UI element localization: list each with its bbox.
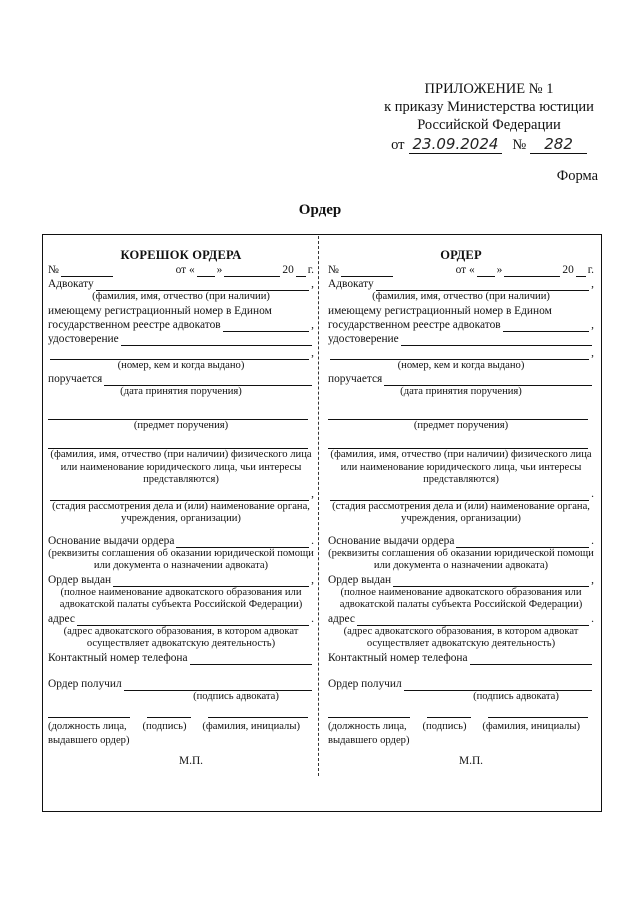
stub-reg-row: государственном реестре адвокатов , (48, 318, 314, 331)
order-received-label: Ордер получил (328, 677, 402, 690)
stub-reg-line1: имеющему регистрационный номер в Едином (48, 304, 272, 317)
stub-stage-row: , (48, 487, 314, 501)
order-year-field[interactable] (576, 265, 586, 277)
appendix-date-number (372, 136, 606, 154)
stub-basis-label: Основание выдачи ордера (48, 534, 175, 547)
stub-cert-label: удостоверение (48, 332, 119, 345)
order-cert-label: удостоверение (328, 332, 399, 345)
stub-basis-row: Основание выдачи ордера . (48, 534, 314, 547)
stub-caption-lawyer-sig: (подпись адвоката) (193, 690, 279, 702)
order-stage-row: . (328, 487, 594, 501)
stub-initials-field[interactable] (208, 705, 308, 718)
order-issued-row: Ордер выдан , (328, 573, 594, 586)
order-stamp-label: М.П. (458, 755, 484, 767)
order-issued-field[interactable] (393, 575, 589, 587)
order-stage-field[interactable] (330, 489, 589, 501)
stub-caption-issued-by: выдавшего ордер) (48, 735, 130, 746)
stub-cert-field[interactable] (121, 334, 312, 346)
stub-lawyer-row: Адвокату , (48, 278, 314, 290)
handwritten-date: 23.09.2024 (409, 136, 503, 154)
stub-cert-row (48, 332, 314, 346)
order-address-row: адрес . (328, 612, 594, 625)
stub-issued-field[interactable] (113, 575, 309, 587)
stub-caption-stage: (стадия рассмотрения дела и (или) наименование органа, учреждения, организации) (52, 500, 310, 524)
order-caption-initials: (фамилия, инициалы) (482, 721, 580, 732)
order-assigned-row (328, 372, 594, 386)
order-address-label: адрес (328, 612, 355, 625)
order-phone-label: Контактный номер телефона (328, 651, 468, 664)
order-caption-fio: (фамилия, имя, отчество (при наличии) (372, 291, 550, 302)
form-label: Форма (556, 168, 598, 184)
order-year-suffix: г. (587, 264, 594, 276)
order-caption-lawyer-sig: (подпись адвоката) (473, 690, 559, 702)
order-basis-field[interactable] (456, 536, 589, 548)
order-position-field[interactable] (328, 705, 410, 718)
order-caption-stage: (стадия рассмотрения дела и (или) наименование органа, учреждения, организации) (332, 500, 590, 524)
stub-cert-field-2[interactable] (50, 348, 309, 360)
stub-subject-field[interactable] (48, 407, 308, 420)
date-prefix: от (391, 137, 405, 153)
order-assigned-field[interactable] (384, 374, 592, 386)
stub-phone-label: Контактный номер телефона (48, 651, 188, 664)
stub-number-label: № (48, 264, 59, 276)
order-received-field[interactable] (404, 679, 592, 691)
order-subject-field[interactable] (328, 407, 588, 420)
stub-stage-field[interactable] (50, 489, 309, 501)
stub-signature-captions (48, 720, 314, 734)
order-caption-position: (должность лица, (328, 721, 407, 732)
stub-address-label: адрес (48, 612, 75, 625)
stub-number-date-row (48, 263, 314, 277)
order-caption-basis: (реквизиты соглашения об оказании юридической помощи или документа о назначении адвоката) (328, 547, 594, 571)
stub-address-field[interactable] (77, 614, 309, 626)
stub-year-field[interactable] (296, 265, 306, 277)
stub-caption-issuer: (полное наименование адвокатского образования или адвокатской палаты субъекта Российской Федерации) (59, 586, 303, 610)
stub-year-prefix: 20 (282, 264, 294, 276)
order-reg-line1: имеющему регистрационный номер в Едином (328, 304, 552, 317)
order-caption-issued-by: выдавшего ордер) (328, 735, 410, 746)
order-lawyer-field[interactable] (376, 279, 589, 291)
order-month-field[interactable] (504, 265, 560, 277)
stub-caption-basis: (реквизиты соглашения об оказании юридической помощи или документа о назначении адвоката) (48, 547, 314, 571)
order-stub-column (48, 248, 314, 768)
tear-line-divider (318, 236, 319, 776)
stub-received-label: Ордер получил (48, 677, 122, 690)
order-reg-line2: государственном реестре адвокатов (328, 318, 501, 331)
order-lawyer-row: Адвокату , (328, 278, 594, 290)
order-lawyer-label: Адвокату (328, 278, 374, 290)
stub-issued-label: Ордер выдан (48, 573, 112, 586)
document-title: Ордер (298, 202, 342, 218)
stub-cert-row2: , (48, 346, 314, 360)
order-issued-label: Ордер выдан (328, 573, 392, 586)
stub-day-field[interactable] (197, 265, 215, 277)
order-received-row (328, 677, 594, 691)
order-year-prefix: 20 (562, 264, 574, 276)
stub-stamp-label: М.П. (178, 755, 204, 767)
order-cert-field-2[interactable] (330, 348, 589, 360)
stub-caption-cert: (номер, кем и когда выдано) (117, 359, 245, 371)
order-date-from: от « (455, 264, 475, 276)
stub-caption-subject: (предмет поручения) (133, 419, 229, 431)
order-cert-row2: , (328, 346, 594, 360)
order-phone-row (328, 651, 594, 665)
stub-assigned-row (48, 372, 314, 386)
order-caption-subject: (предмет поручения) (413, 419, 509, 431)
stub-caption-signature: (подпись) (142, 721, 187, 732)
stub-caption-fio: (фамилия, имя, отчество (при наличии) (92, 291, 270, 302)
handwritten-number: 282 (530, 136, 587, 154)
order-caption-assigned-date: (дата принятия поручения) (400, 386, 522, 397)
order-column (328, 248, 594, 768)
stub-basis-field[interactable] (176, 536, 309, 548)
stub-phone-row (48, 651, 314, 665)
stub-received-row (48, 677, 314, 691)
order-number-field[interactable] (341, 265, 393, 277)
order-signature-captions (328, 720, 594, 734)
order-day-field[interactable] (477, 265, 495, 277)
order-signature-field[interactable] (427, 705, 471, 718)
order-number-label: № (328, 264, 339, 276)
stub-date-close: » (216, 264, 223, 276)
order-caption-address: (адрес адвокатского образования, в котором адвокат осуществляет адвокатскую деятельность) (343, 625, 579, 649)
stub-month-field[interactable] (224, 265, 280, 277)
appendix-order-ref: к приказу Министерства юстиции (384, 99, 594, 115)
appendix-federation: Российской Федерации (417, 117, 561, 133)
stub-assigned-field[interactable] (104, 374, 312, 386)
stub-title: КОРЕШОК ОРДЕРА (120, 248, 242, 262)
stub-caption-assigned-date: (дата принятия поручения) (120, 386, 242, 397)
stub-signature-field[interactable] (147, 705, 191, 718)
order-phone-field[interactable] (470, 653, 592, 665)
order-person-field[interactable] (328, 436, 588, 449)
order-basis-row: Основание выдачи ордера . (328, 534, 594, 547)
stub-person-field[interactable] (48, 436, 308, 449)
stub-caption-address: (адрес адвокатского образования, в котором адвокат осуществляет адвокатскую деятельность) (63, 625, 299, 649)
stub-date-from: от « (175, 264, 195, 276)
stub-assigned-label: поручается (48, 373, 103, 385)
stub-address-row: адрес . (48, 612, 314, 625)
order-title: ОРДЕР (440, 248, 482, 262)
order-reg-field[interactable] (503, 320, 589, 332)
stub-received-field[interactable] (124, 679, 312, 691)
order-number-date-row (328, 263, 594, 277)
stub-signature-lines (48, 705, 314, 718)
stub-lawyer-label: Адвокату (48, 278, 94, 290)
stub-year-suffix: г. (307, 264, 314, 276)
stub-position-field[interactable] (48, 705, 130, 718)
order-caption-signature: (подпись) (422, 721, 467, 732)
order-caption-issuer: (полное наименование адвокатского образования или адвокатской палаты субъекта Российской Федерации) (339, 586, 583, 610)
stub-number-field[interactable] (61, 265, 113, 277)
order-cert-row (328, 332, 594, 346)
stub-caption-initials: (фамилия, инициалы) (202, 721, 300, 732)
order-cert-field[interactable] (401, 334, 592, 346)
order-assigned-label: поручается (328, 373, 383, 385)
appendix-title: ПРИЛОЖЕНИЕ № 1 (424, 81, 554, 97)
stub-issued-row: Ордер выдан , (48, 573, 314, 586)
stub-reg-field[interactable] (223, 320, 309, 332)
order-reg-row: государственном реестре адвокатов , (328, 318, 594, 331)
number-prefix: № (512, 137, 527, 153)
order-caption-cert: (номер, кем и когда выдано) (397, 359, 525, 371)
stub-caption-person: (фамилия, имя, отчество (при наличии) физического лица или наименование юридического лица, чьи интересы представляются) (50, 449, 312, 485)
order-caption-person: (фамилия, имя, отчество (при наличии) физического лица или наименование юридического лица, чьи интересы представляются) (330, 449, 592, 485)
appendix-block (372, 80, 606, 154)
stub-reg-line2: государственном реестре адвокатов (48, 318, 221, 331)
stub-phone-field[interactable] (190, 653, 312, 665)
order-address-field[interactable] (357, 614, 589, 626)
stub-lawyer-field[interactable] (96, 279, 309, 291)
stub-caption-position: (должность лица, (48, 721, 127, 732)
order-date-close: » (496, 264, 503, 276)
order-basis-label: Основание выдачи ордера (328, 534, 455, 547)
order-initials-field[interactable] (488, 705, 588, 718)
order-signature-lines (328, 705, 594, 718)
